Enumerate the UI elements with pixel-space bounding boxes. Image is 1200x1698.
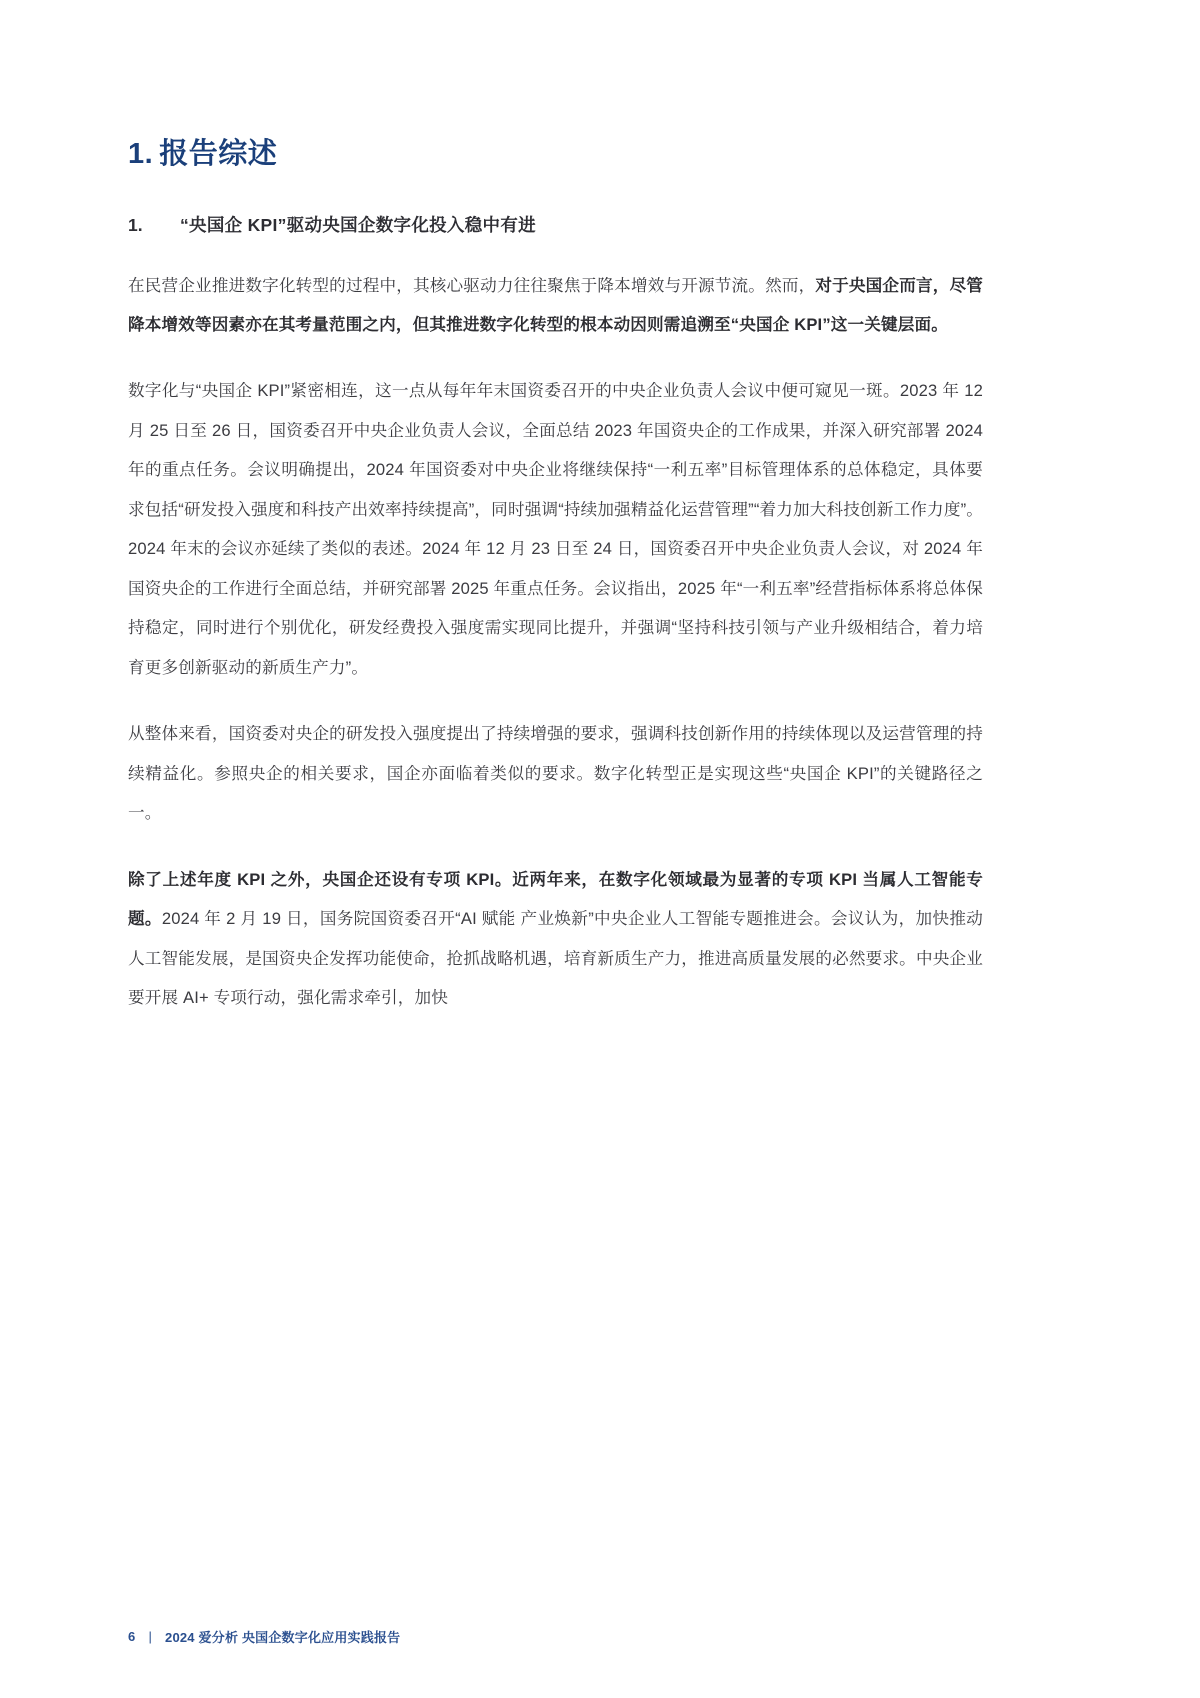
section-title-text: 报告综述: [159, 138, 278, 170]
body-text: 数字化与“央国企 KPI”紧密相连，这一点从每年年末国资委召开的中央企业负责人会议中便可窥见一斑。2023 年 12 月 25 日至 26 日，国资委召开中央企业负责人会议，全面总结 2023 年国资央企的工作成果，并深入研究部署 2024 年的重点任务。会议明确提出，2024 年国资委对中央企业将继续保持“一利五率”目标管理体系的总体稳定，具体要求包括“研发投入强度和科技产出效率持续提高”，同时强调“持续加强精益化运营管理”“着力加大科技创新工作力度”。2024 年末的会议亦延续了类似的表述。2024 年 12 月 23 日至 24 日，国资委召开中央企业负责人会议，对 2024 年国资央企的工作进行全面总结，并研究部署 2025 年重点任务。会议指出，2025 年“一利五率”经营指标体系将总体保持稳定，同时进行个别优化，研发经费投入强度需实现同比提升，并强调“坚持科技引领与产业升级相结合，着力培育更多创新驱动的新质生产力”。: [128, 381, 983, 677]
page-content: [128, 0, 983, 1018]
page-footer: [128, 1627, 400, 1646]
emphasis-text: 除了上述年度 KPI 之外，央国企还设有专项 KPI。近两年来，在数字化领域最为显著的专项 KPI 当属人工智能专题。: [128, 869, 983, 929]
footer-report-title: 2024 爱分析 央国企数字化应用实践报告: [165, 1630, 401, 1645]
body-text: 2024 年 2 月 19 日，国务院国资委召开“AI 赋能 产业焕新”中央企业人工智能专题推进会。会议认为，加快推动人工智能发展，是国资央企发挥功能使命，抢抓战略机遇，培育新质生产力，推进高质量发展的必然要求。中央企业要开展 AI+ 专项行动，强化需求牵引，加快: [128, 909, 983, 1008]
subsection-heading: [128, 172, 983, 238]
footer-separator: |: [148, 1629, 153, 1644]
subsection-number: 1.: [128, 215, 143, 236]
page-title: [128, 0, 983, 172]
body-text: 从整体来看，国资委对央企的研发投入强度提出了持续增强的要求，强调科技创新作用的持续体现以及运营管理的持续精益化。参照央企的相关要求，国企亦面临着类似的要求。数字化转型正是实现这些“央国企 KPI”的关键路径之一。: [128, 724, 983, 823]
body-paragraph: [128, 344, 983, 687]
body-text: 在民营企业推进数字化转型的过程中，其核心驱动力往往聚焦于降本增效与开源节流。然而，: [128, 275, 816, 295]
section-number: 1.: [128, 138, 154, 170]
body-paragraph: [128, 833, 983, 1018]
body-paragraph: [128, 687, 983, 832]
body-paragraph: [128, 239, 983, 345]
emphasis-text: 对于央国企而言，尽管降本增效等因素亦在其考量范围之内，但其推进数字化转型的根本动因则需追溯至“央国企 KPI”这一关键层面。: [128, 275, 984, 334]
page-number: 6: [128, 1629, 136, 1644]
subsection-title-text: “央国企 KPI”驱动央国企数字化投入稳中有进: [180, 215, 536, 236]
